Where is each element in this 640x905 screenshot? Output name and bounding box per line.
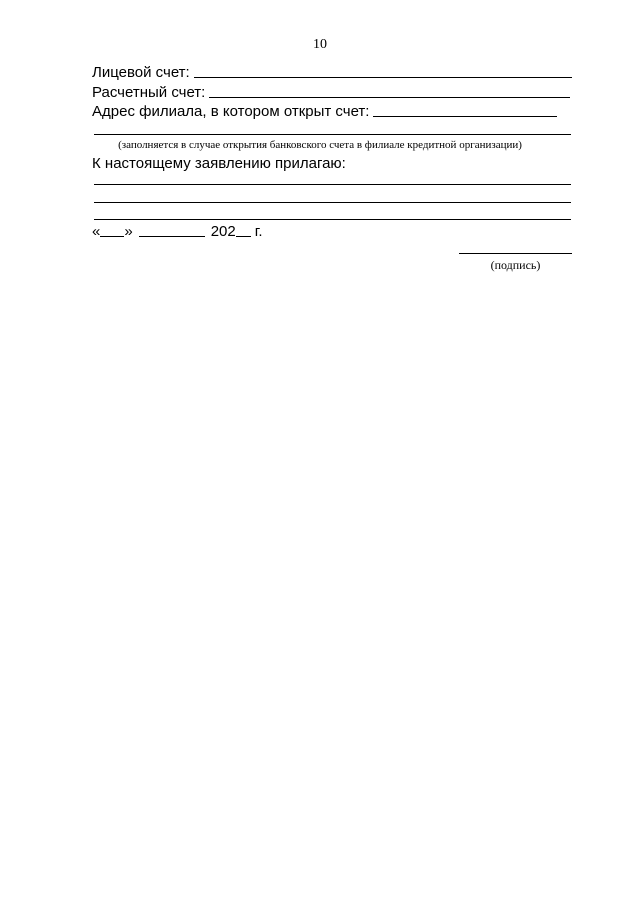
attachments-row: [92, 155, 572, 173]
settlement-account-field[interactable]: [209, 97, 570, 98]
attachments-label: К настоящему заявлению прилагаю:: [92, 155, 346, 172]
date-year-field[interactable]: [236, 236, 251, 237]
settlement-account-row: [92, 84, 570, 102]
date-row: [92, 223, 263, 241]
page-number: 10: [313, 37, 327, 52]
date-year-suffix: г.: [254, 223, 263, 240]
attachment-line-3[interactable]: [94, 219, 571, 220]
date-day-field[interactable]: [100, 236, 124, 237]
attachment-line-2[interactable]: [94, 202, 571, 203]
date-year-prefix: 202: [210, 223, 236, 240]
branch-address-row: [92, 103, 572, 121]
date-close-quote: »: [124, 223, 133, 240]
attachment-line-1[interactable]: [94, 184, 571, 185]
branch-address-field[interactable]: [373, 116, 557, 117]
branch-address-label: Адрес филиала, в котором открыт счет:: [92, 103, 370, 120]
signature-field[interactable]: [459, 253, 572, 254]
signature-caption: (подпись): [490, 258, 541, 272]
branch-address-field-line-2[interactable]: [94, 134, 571, 135]
date-open-quote: «: [92, 223, 101, 240]
personal-account-label: Лицевой счет:: [92, 64, 190, 81]
branch-hint: (заполняется в случае открытия банковского счета в филиале кредитной организации): [118, 139, 522, 151]
personal-account-row: [92, 64, 572, 82]
personal-account-field[interactable]: [194, 77, 572, 78]
settlement-account-label: Расчетный счет:: [92, 84, 206, 101]
date-month-field[interactable]: [139, 236, 205, 237]
